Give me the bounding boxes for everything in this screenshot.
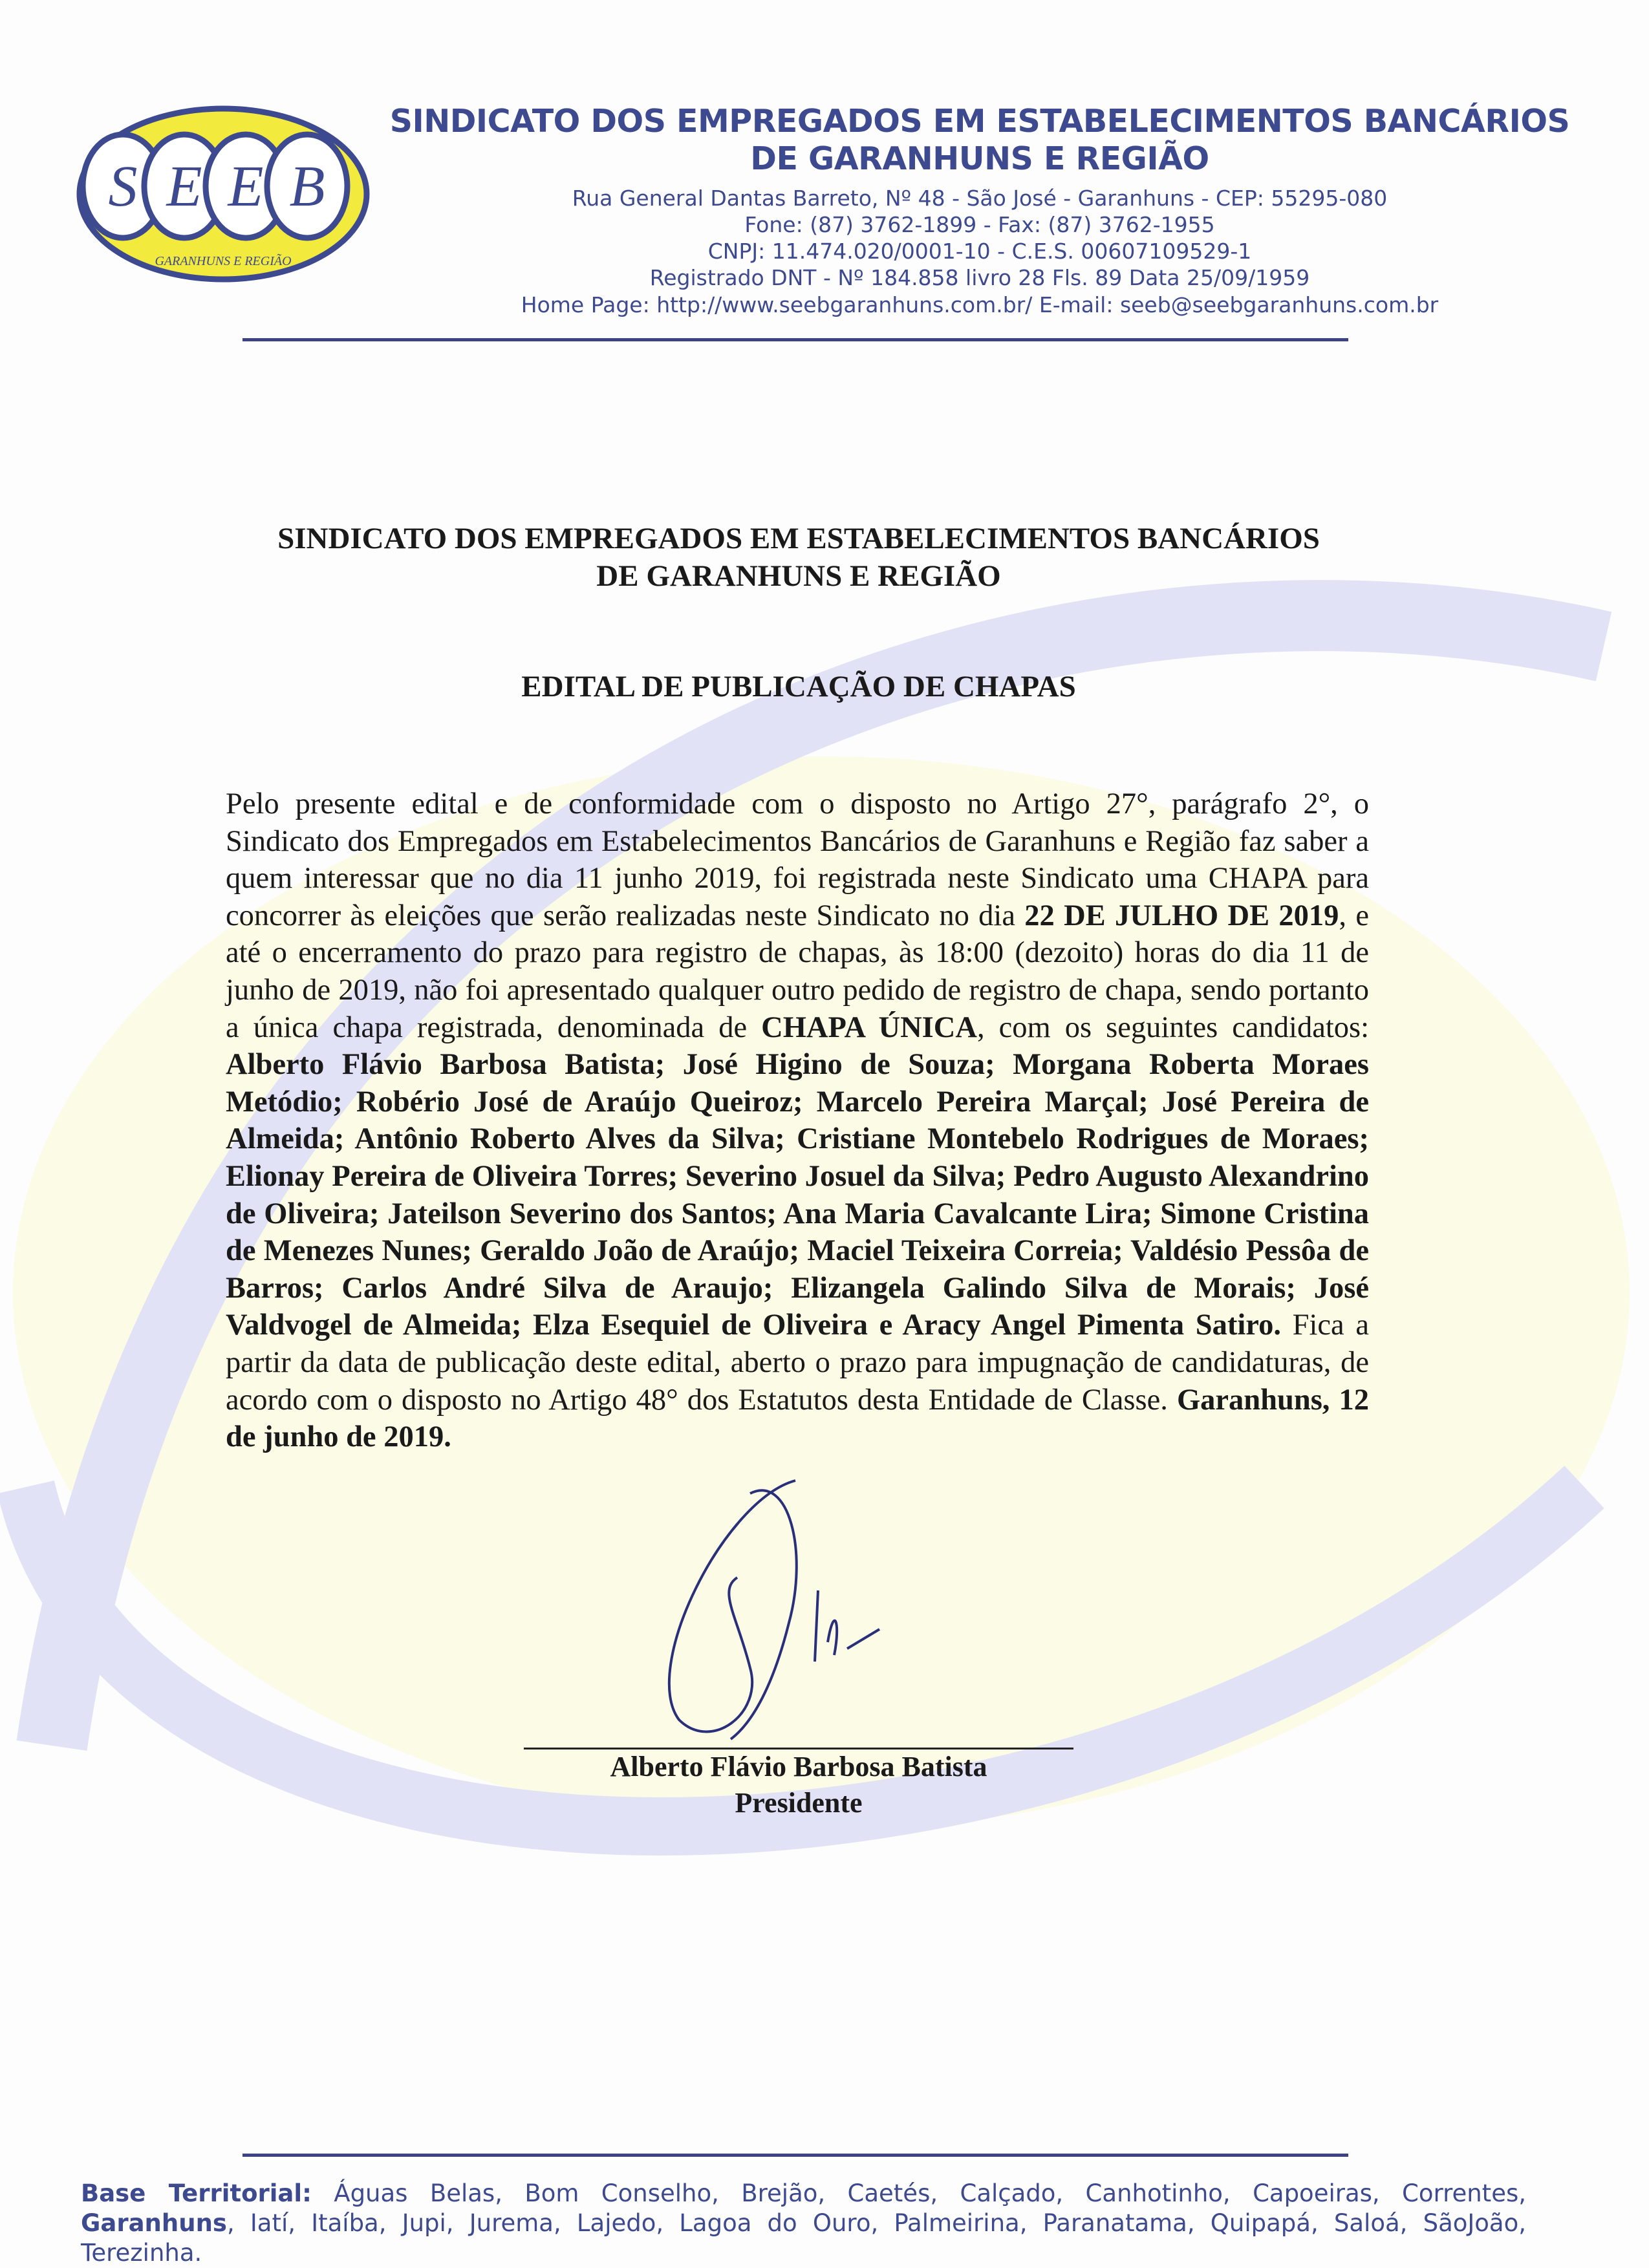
svg-text:S: S [108,155,138,219]
header-title-line2: DE GARANHUNS E REGIÃO [750,140,1209,177]
header-title-line1: SINDICATO DOS EMPREGADOS EM ESTABELECIMENTOS BANCÁRIOS [389,103,1570,140]
candidate-list: Alberto Flávio Barbosa Batista; José Higino de Souza; Morgana Roberta Moraes Metódio; Robério José de Araújo Queiroz; Marcelo Pereira Marçal; José Pereira de Almeida; Antônio Roberto Alves da Silva; Cristiane Montebelo Rodrigues de Moraes; Elionay Pereira de Oliveira Torres; Severino Josuel da Silva; Pedro Augusto Alexandrino de Oliveira; Jateilson Severino dos Santos; Ana Maria Cavalcante Lira; Simone Cristina de Menezes Nunes; Geraldo João de Araújo; Maciel Teixeira Correia; Valdésio Pessôa de Barros; Carlos André Silva de Araujo; Elizangela Galindo Silva de Morais; José Valdvogel de Almeida; Elza Esequiel de Oliveira e Aracy Angel Pimenta Satiro. [226,1048,1369,1342]
header-cnpj: CNPJ: 11.474.020/0001-10 - C.E.S. 00607109529-1 [707,239,1252,264]
place-date: Garanhuns, 12 de junho de 2019. [226,1383,1369,1454]
footer-territory [81,2179,1526,2268]
body-text: Fica a partir da data de publicação deste edital, aberto o prazo para impugnação de candidaturas, de acordo com o disposto no Artigo 48° dos Estatutos desta Entidade de Classe. [226,1309,1369,1417]
footer-label: Base Territorial: [81,2179,312,2207]
document-title: EDITAL DE PUBLICAÇÃO DE CHAPAS [521,670,1076,703]
edital-body [226,786,1369,1456]
svg-text:GARANHUNS E REGIÃO: GARANHUNS E REGIÃO [155,254,292,268]
footer-divider [242,2154,1348,2157]
header-web: Home Page: http://www.seebgaranhuns.com.br/ E-mail: seeb@seebgaranhuns.com.br [521,292,1439,317]
header-divider [242,338,1348,341]
svg-text:B: B [289,155,325,219]
seeb-logo [74,103,372,284]
body-text: , e até o encerramento do prazo para registro de chapas, às 18:00 (dezoito) horas do dia 11 de junho de 2019, não foi apresentado qualquer outro pedido de registro de chapa, sendo portanto a única chapa registrada, denominada de [226,899,1369,1044]
body-text: Pelo presente edital e de conformidade com o disposto no Artigo 27°, parágrafo 2°, o Sindicato dos Empregados em Estabelecimentos Bancários de Garanhuns e Região faz saber a quem interessar que no dia 11 junho 2019, foi registrada neste Sindicato uma CHAPA para concorrer às eleições que serão realizadas neste Sindicato no dia [226,787,1369,932]
org-name-line1: SINDICATO DOS EMPREGADOS EM ESTABELECIMENTOS BANCÁRIOS [277,522,1320,555]
svg-text:E: E [166,155,202,219]
handwritten-signature [640,1474,976,1746]
slate-name: CHAPA ÚNICA [761,1011,977,1044]
footer-highlight-city: Garanhuns [81,2209,227,2237]
header-phone: Fone: (87) 3762-1899 - Fax: (87) 3762-1955 [744,212,1215,237]
footer-cities: Águas Belas, Bom Conselho, Brejão, Caetés, Calçado, Canhotinho, Capoeiras, Correntes, [311,2179,1526,2207]
header-address: Rua General Dantas Barreto, Nº 48 - São José - Garanhuns - CEP: 55295-080 [572,186,1388,211]
signer-name: Alberto Flávio Barbosa Batista [610,1751,987,1782]
svg-text:E: E [228,155,264,219]
signature-line [524,1748,1073,1749]
org-name-line2: DE GARANHUNS E REGIÃO [596,559,1001,593]
election-date: 22 DE JULHO DE 2019 [1024,899,1339,932]
header-registration: Registrado DNT - Nº 184.858 livro 28 Fls. 89 Data 25/09/1959 [649,265,1310,290]
body-text: , com os seguintes candidatos: [976,1011,1370,1044]
footer-cities: , Iatí, Itaíba, Jupi, Jurema, Lajedo, Lagoa do Ouro, Palmeirina, Paranatama, Quipapá, Saloá, SãoJoão, Terezinha. [81,2209,1526,2267]
signer-role: Presidente [735,1787,863,1819]
